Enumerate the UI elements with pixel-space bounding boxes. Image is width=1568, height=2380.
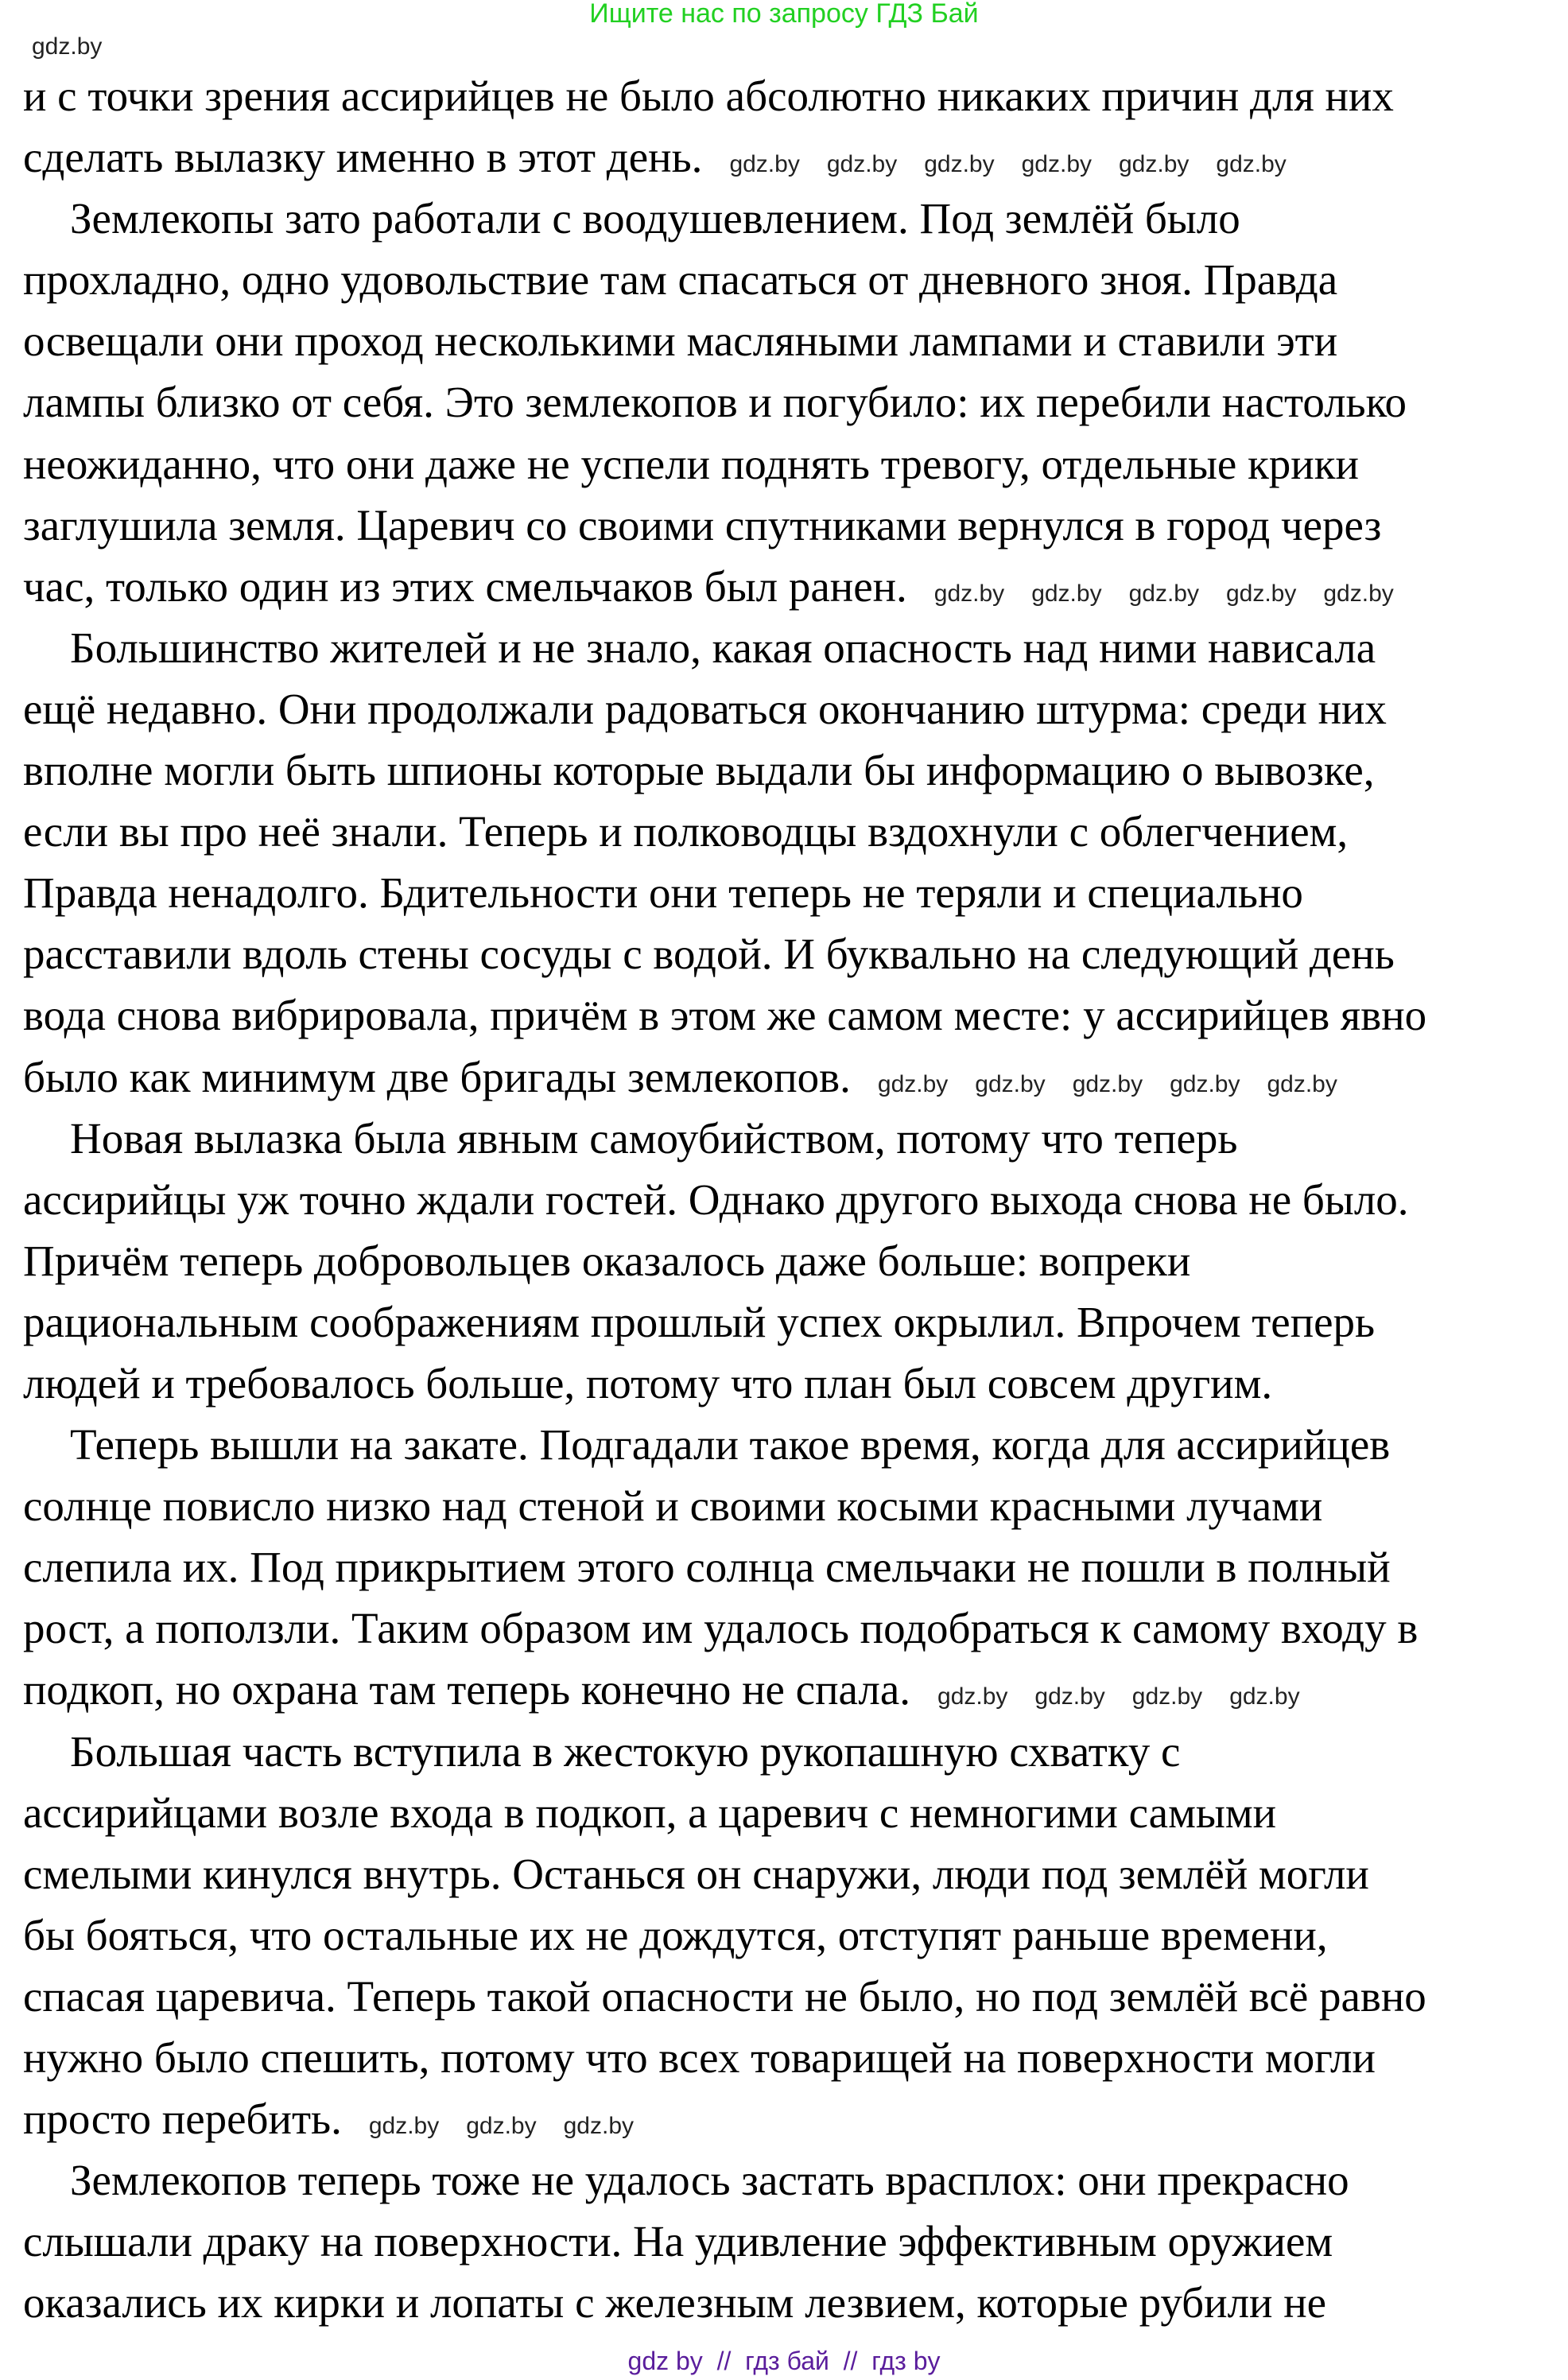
text-line-content: солнце повисло низко над стеной и своими косыми красными лучами (23, 1481, 1323, 1531)
text-line-content: если вы про неё знали. Теперь и полководцы вздохнули с облегчением, (23, 807, 1349, 856)
watermark: gdz.by (1131, 1683, 1203, 1710)
text-line (23, 1230, 1566, 1291)
watermark: gdz.by (1229, 1683, 1300, 1710)
text-line (23, 126, 1566, 188)
footer-watermark: gdz by // гдз бай // гдз by (627, 2347, 941, 2375)
text-line (23, 495, 1566, 556)
watermark: gdz.by (729, 151, 800, 178)
text-line (23, 1046, 1566, 1108)
text-line-content: нужно было спешить, потому что всех товарищей на поверхности могли (23, 2033, 1376, 2082)
watermark: gdz.by (1323, 580, 1394, 607)
text-line-content: освещали они проход несколькими масляными лампами и ставили эти (23, 316, 1338, 366)
text-line-content: оказались их кирки и лопаты с железным лезвием, которые рубили не (23, 2278, 1327, 2328)
watermark: gdz.by (368, 2113, 440, 2140)
watermark: gdz.by (877, 1070, 949, 1097)
watermark: gdz.by (1031, 580, 1102, 607)
text-line (23, 556, 1566, 617)
text-line (23, 1659, 1566, 1720)
watermark: gdz.by (1267, 1070, 1337, 1097)
text-line-content: Причём теперь добровольцев оказалось даже больше: вопреки (23, 1236, 1191, 1285)
text-line-content: ещё недавно. Они продолжали радоваться окончанию штурма: среди них (23, 684, 1387, 733)
watermark: gdz.by (937, 1683, 1008, 1710)
text-line-content: Новая вылазка была явным самоубийством, потому что теперь (70, 1113, 1238, 1163)
text-line (23, 1108, 1566, 1169)
watermark: gdz.by (1170, 1070, 1240, 1097)
watermark: gdz.by (1021, 151, 1092, 178)
text-line (23, 2272, 1566, 2333)
text-line (23, 1475, 1566, 1536)
watermark: gdz.by (924, 151, 995, 178)
watermark: gdz.by (1225, 580, 1297, 607)
text-line (23, 188, 1566, 249)
document-body (23, 65, 1566, 2333)
text-line-content: подкоп, но охрана там теперь конечно не спала. (23, 1665, 911, 1714)
text-line (23, 1536, 1566, 1598)
text-line (23, 2149, 1566, 2211)
text-line-content: сделать вылазку именно в этот день. (23, 133, 703, 182)
text-line-content: рациональным соображениям прошлый успех окрылил. Впрочем теперь (23, 1297, 1376, 1346)
watermark: gdz.by (1119, 151, 1190, 178)
text-line (23, 1353, 1566, 1414)
text-line (23, 1169, 1566, 1230)
text-line-content: бы бояться, что остальные их не дождутся, отступят раньше времени, (23, 1910, 1328, 1959)
text-line-content: Большинство жителей и не знало, какая опасность над ними нависала (70, 623, 1376, 672)
text-line-content: вполне могли быть шпионы которые выдали бы информацию о вывозке, (23, 746, 1375, 795)
text-line (23, 801, 1566, 862)
text-line-content: лампы близко от себя. Это землекопов и погубило: их перебили настолько (23, 378, 1407, 427)
text-line (23, 371, 1566, 433)
text-line-content: вода снова вибрировала, причём в этом же самом месте: у ассирийцев явно (23, 991, 1427, 1040)
text-line (23, 1843, 1566, 1904)
text-line-content: просто перебить. (23, 2095, 342, 2144)
text-line-content: слепила их. Под прикрытием этого солнца смельчаки не пошли в полный (23, 1543, 1391, 1592)
text-line-content: час, только один из этих смельчаков был ранен. (23, 561, 907, 611)
text-line-content: расставили вдоль стены сосуды с водой. И буквально на следующий день (23, 930, 1395, 979)
watermark: gdz.by (826, 151, 898, 178)
text-line (23, 2088, 1566, 2149)
text-line (23, 433, 1566, 495)
watermark: gdz.by (466, 2113, 537, 2140)
search-banner: Ищите нас по запросу ГДЗ Бай (589, 0, 979, 29)
text-line (23, 862, 1566, 923)
text-line-content: заглушила земля. Царевич со своими спутниками вернулся в город через (23, 500, 1382, 549)
watermark: gdz.by (1072, 1070, 1143, 1097)
text-line (23, 923, 1566, 984)
text-line-content: и с точки зрения ассирийцев не было абсолютно никаких причин для них (23, 72, 1394, 120)
text-line-content: прохладно, одно удовольствие там спасаться от дневного зноя. Правда (23, 255, 1338, 305)
text-line-content: Землекопов теперь тоже не удалось застать врасплох: они прекрасно (70, 2156, 1349, 2205)
text-line (23, 1291, 1566, 1353)
watermark: gdz.by (933, 580, 1005, 607)
watermark: gdz.by (975, 1070, 1046, 1097)
text-line (23, 65, 1566, 126)
text-line-content: Большая часть вступила в жестокую рукопашную схватку с (70, 1726, 1181, 1776)
text-line-content: ассирийцами возле входа в подкоп, а царевич с немногими самыми (23, 1788, 1277, 1837)
text-line (23, 1904, 1566, 1966)
text-line (23, 678, 1566, 740)
text-line (23, 617, 1566, 678)
text-line-content: смелыми кинулся внутрь. Останься он снаружи, люди под землёй могли (23, 1849, 1369, 1898)
text-line (23, 1414, 1566, 1475)
text-line (23, 1966, 1566, 2027)
watermark: gdz.by (563, 2113, 634, 2140)
watermark: gdz.by (1216, 151, 1287, 178)
text-line (23, 1721, 1566, 1782)
text-line-content: неожиданно, что они даже не успели поднять тревогу, отдельные крики (23, 439, 1359, 488)
text-line (23, 249, 1566, 310)
text-line-content: людей и требовалось больше, потому что план был совсем другим. (23, 1358, 1273, 1407)
watermark: gdz.by (32, 33, 103, 60)
text-line-content: Правда ненадолго. Бдительности они теперь не теряли и специально (23, 868, 1303, 918)
text-line (23, 1782, 1566, 1843)
text-line (23, 2027, 1566, 2088)
text-line (23, 1598, 1566, 1659)
text-line-content: спасая царевича. Теперь такой опасности не было, но под землёй всё равно (23, 1971, 1426, 2021)
text-line-content: рост, а поползли. Таким образом им удалось подобраться к самому входу в (23, 1604, 1419, 1653)
text-line (23, 2211, 1566, 2272)
text-line-content: ассирийцы уж точно ждали гостей. Однако другого выхода снова не было. (23, 1174, 1409, 1224)
text-line-content: было как минимум две бригады землекопов. (23, 1052, 851, 1101)
text-line-content: Теперь вышли на закате. Подгадали такое время, когда для ассирийцев (70, 1420, 1391, 1470)
text-line (23, 740, 1566, 801)
text-line (23, 984, 1566, 1046)
watermark: gdz.by (1034, 1683, 1105, 1710)
text-line-content: слышали драку на поверхности. На удивление эффективным оружием (23, 2217, 1333, 2266)
watermark: gdz.by (1128, 580, 1199, 607)
text-line-content: Землекопы зато работали с воодушевлением. Под землёй было (70, 194, 1240, 243)
text-line (23, 310, 1566, 371)
